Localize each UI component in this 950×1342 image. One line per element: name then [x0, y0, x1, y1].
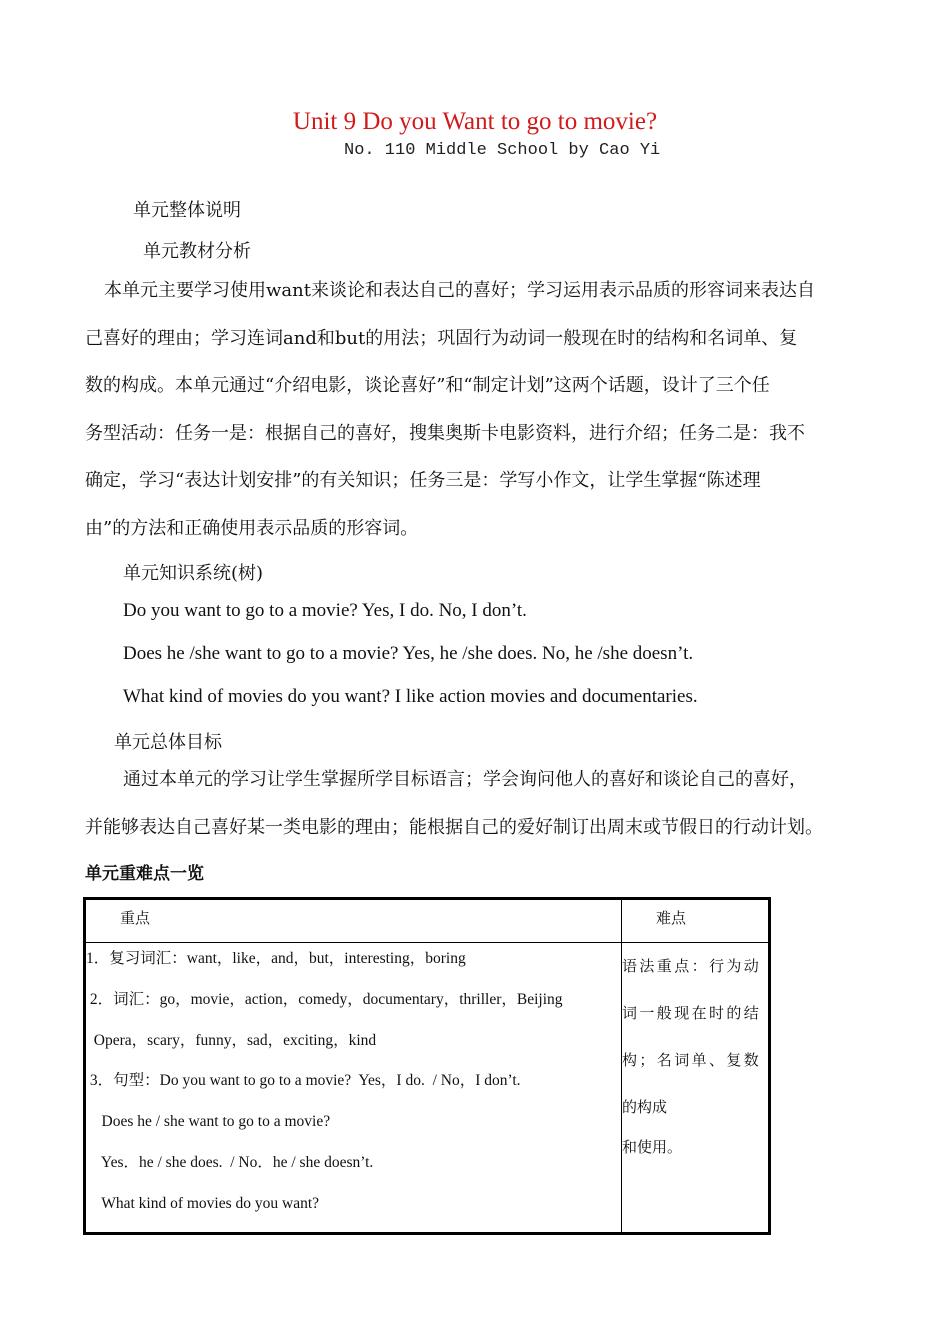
goal-paragraph: [85, 756, 870, 851]
difficult-point-line: 语法重点：行为动: [622, 957, 762, 975]
section-knowledge-heading: 单元知识系统(树): [123, 563, 264, 584]
header-difficult: 难点: [656, 909, 687, 927]
table-header-row: [85, 899, 770, 943]
knowledge-sentence: Does he /she want to go to a movie? Yes, he /she does. No, he /she doesn’t.: [123, 643, 694, 664]
key-point-line: What kind of movies do you want?: [86, 1194, 320, 1212]
analysis-line: 本单元主要学习使用want来谈论和表达自己的喜好；学习运用表示品质的形容词来表达自: [104, 280, 815, 301]
header-key-cell: [85, 899, 622, 943]
header-difficult-cell: [622, 899, 770, 943]
section-goal-heading: 单元总体目标: [114, 732, 222, 753]
difficult-point-line: 词一般现在时的结: [622, 1004, 762, 1022]
header-key: 重点: [120, 909, 151, 927]
analysis-line: 确定，学习“表达计划安排”的有关知识；任务三是：学写小作文，让学生掌握“陈述理: [85, 470, 761, 492]
difficult-points-cell: [622, 943, 770, 1234]
key-point-line: 1．复习词汇：want，like，and，but，interesting，boring: [86, 950, 466, 967]
key-point-line: 3．句型：Do you want to go to a movie? Yes，I do. / No，I don’t.: [86, 1072, 521, 1090]
goal-line: 通过本单元的学习让学生掌握所学目标语言；学会询问他人的喜好和谈论自己的喜好，: [123, 769, 807, 790]
section-keypoints-heading: 单元重难点一览: [85, 864, 204, 884]
analysis-line: 由”的方法和正确使用表示品质的形容词。: [85, 517, 419, 539]
section-analysis-heading: 单元教材分析: [143, 241, 251, 262]
analysis-line: 务型活动：任务一是：根据自己的喜好，搜集奥斯卡电影资料，进行介绍；任务二是：我不: [85, 422, 805, 444]
difficult-point-line: 的构成: [622, 1098, 668, 1116]
author-line: No. 110 Middle School by Cao Yi: [344, 141, 661, 160]
key-point-line: Yes．he / she does. / No．he / she doesn’t.: [86, 1153, 374, 1171]
key-point-line: Does he / she want to go to a movie?: [86, 1113, 331, 1131]
difficult-point-line: 构；名词单、复数: [622, 1051, 762, 1069]
difficult-point-line: 和使用。: [622, 1138, 683, 1156]
page-title: Unit 9 Do you Want to go to movie?: [292, 108, 658, 135]
key-points-cell: [85, 943, 622, 1234]
analysis-paragraph: [85, 267, 870, 553]
knowledge-sentence: Do you want to go to a movie? Yes, I do. No, I don’t.: [123, 600, 527, 621]
key-point-line: Opera，scary，funny，sad，exciting，kind: [86, 1031, 377, 1049]
keypoints-table: [83, 897, 771, 1235]
knowledge-sentence: What kind of movies do you want? I like action movies and documentaries.: [123, 686, 698, 707]
section-overall-heading: 单元整体说明: [133, 200, 241, 221]
key-point-line: 2．词汇：go，movie，action，comedy，documentary，thriller，Beijing: [86, 990, 563, 1008]
goal-line: 并能够表达自己喜好某一类电影的理由；能根据自己的爱好制订出周末或节假日的行动计划。: [85, 816, 823, 838]
analysis-line: 数的构成。本单元通过“介绍电影，谈论喜好”和“制定计划”这两个话题，设计了三个任: [85, 375, 770, 397]
table-row: [85, 943, 770, 1234]
analysis-line: 己喜好的理由；学习连词and和but的用法；巩固行为动词一般现在时的结构和名词单、复: [85, 327, 798, 349]
